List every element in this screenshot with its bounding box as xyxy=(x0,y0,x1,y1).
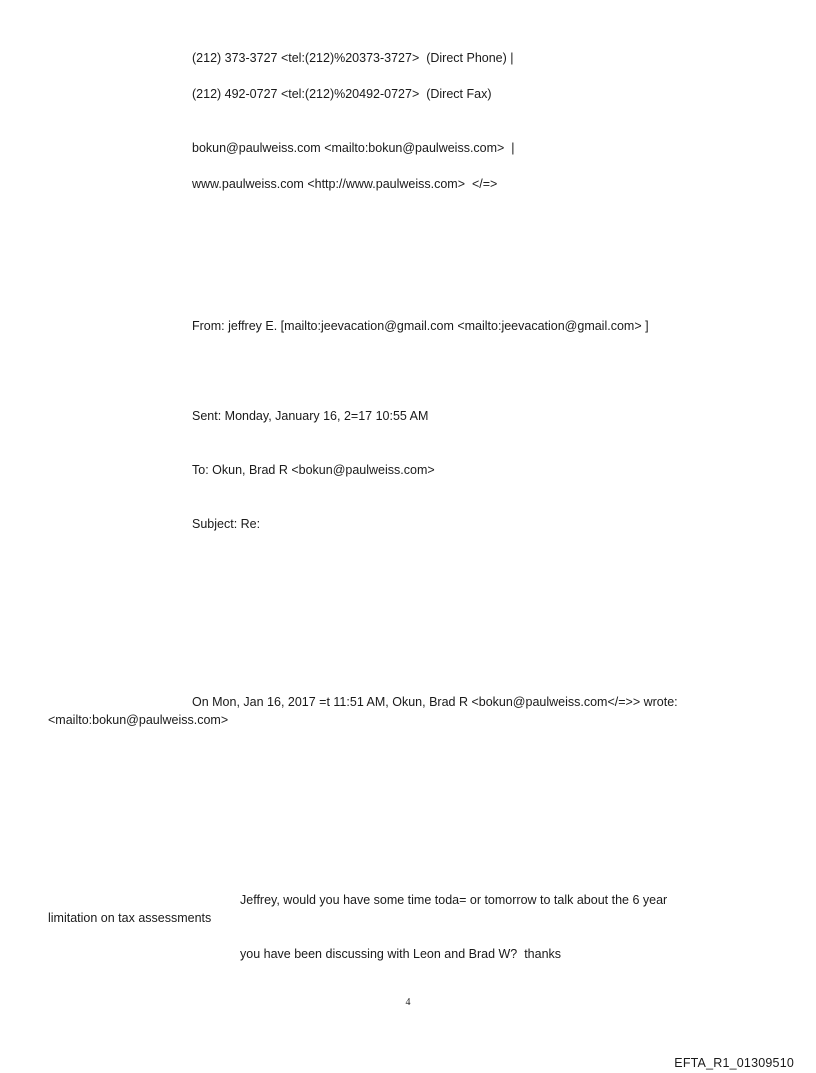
page-number: 4 xyxy=(405,997,411,1008)
signature-fax-line: (212) 492-0727 <tel:(212)%20492-0727> (Direct Fax) xyxy=(192,87,492,101)
quoted-body-line: you have been discussing with Leon and Brad W? thanks xyxy=(240,947,562,961)
email-from-line: From: jeffrey E. [mailto:jeevacation@gmail.com <mailto:jeevacation@gmail.com> ] xyxy=(192,319,649,333)
email-to-line: To: Okun, Brad R <bokun@paulweiss.com> xyxy=(192,463,435,477)
signature-phone-line: (212) 373-3727 <tel:(212)%20373-3727> (Direct Phone) | xyxy=(192,51,514,65)
quoted-attribution-continuation: <mailto:bokun@paulweiss.com> xyxy=(48,713,229,727)
signature-website-line: www.paulweiss.com <http://www.paulweiss.com> </=> xyxy=(192,177,498,191)
quoted-body-line: Jeffrey, would you have some time toda= or tomorrow to talk about the 6 year xyxy=(240,893,668,907)
email-sent-line: Sent: Monday, January 16, 2=17 10:55 AM xyxy=(192,409,429,423)
email-subject-line: Subject: Re: xyxy=(192,517,261,531)
quoted-attribution-line: On Mon, Jan 16, 2017 =t 11:51 AM, Okun, Brad R <bokun@paulweiss.com</=>> wrote: xyxy=(192,695,678,709)
quoted-body-line: limitation on tax assessments xyxy=(48,911,212,925)
signature-email-line: bokun@paulweiss.com <mailto:bokun@paulweiss.com> | xyxy=(192,141,515,155)
document-id: EFTA_R1_01309510 xyxy=(674,1056,794,1070)
